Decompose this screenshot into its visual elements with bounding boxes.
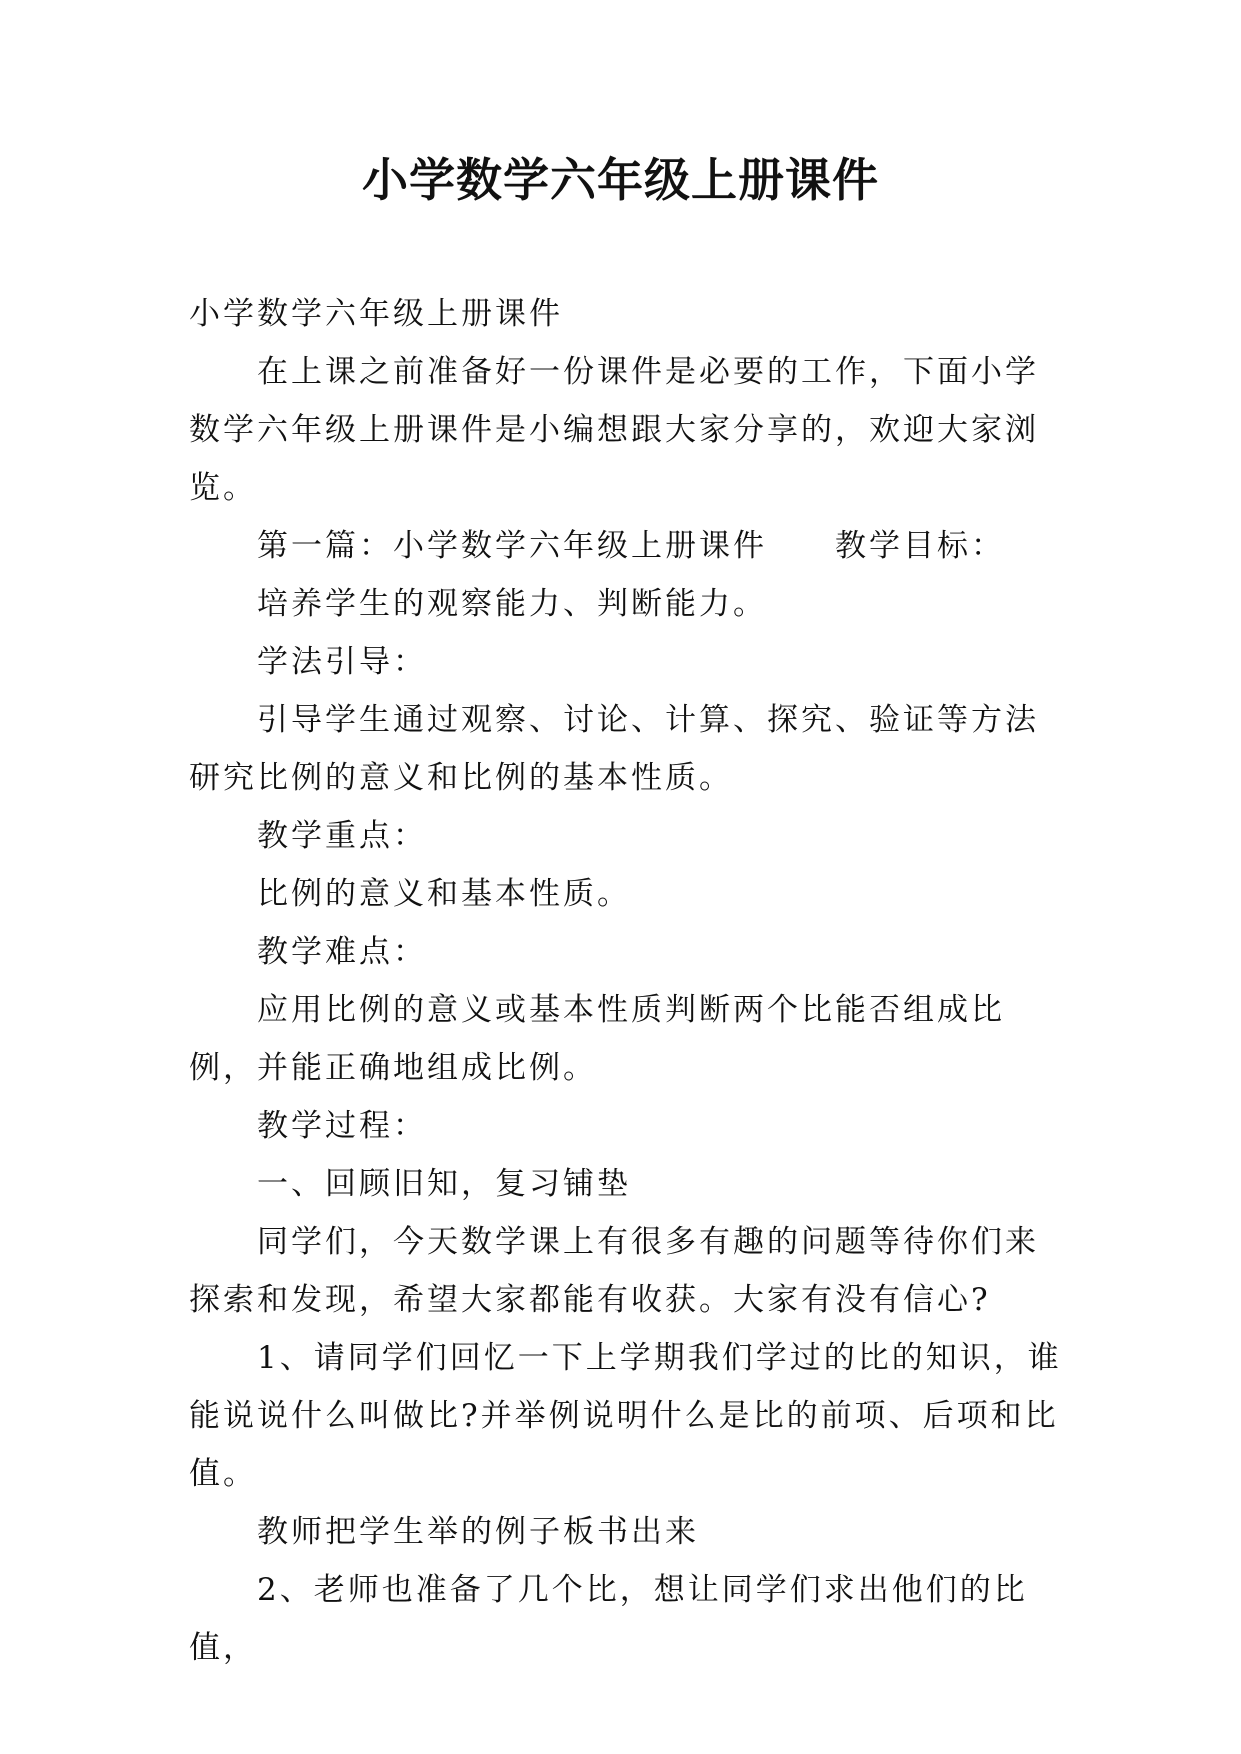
paragraph: 教学难点： — [257, 934, 427, 970]
document-title: 小学数学六年级上册课件 — [362, 153, 879, 207]
paragraph: 第一篇：小学数学六年级上册课件 教学目标： — [257, 528, 1005, 564]
paragraph: 学法引导： — [257, 644, 427, 680]
paragraph: 引导学生通过观察、讨论、计算、探究、验证等方法研究比例的意义和比例的基本性质。 — [189, 702, 1039, 796]
paragraph: 培养学生的观察能力、判断能力。 — [257, 586, 767, 622]
paragraph: 2、老师也准备了几个比，想让同学们求出他们的比值， — [189, 1572, 1028, 1666]
paragraph: 1、请同学们回忆一下上学期我们学过的比的知识，谁能说说什么叫做比?并举例说明什么是比的前项、后项和比值。 — [189, 1340, 1062, 1492]
paragraph: 教学过程： — [257, 1108, 427, 1144]
document-body — [189, 285, 1069, 1677]
paragraph: 小学数学六年级上册课件 — [189, 296, 563, 332]
paragraph: 教师把学生举的例子板书出来 — [257, 1514, 699, 1550]
paragraph: 教学重点： — [257, 818, 427, 854]
paragraph: 在上课之前准备好一份课件是必要的工作，下面小学数学六年级上册课件是小编想跟大家分享的，欢迎大家浏览。 — [189, 354, 1039, 506]
paragraph: 一、回顾旧知，复习铺垫 — [257, 1166, 631, 1202]
paragraph: 同学们，今天数学课上有很多有趣的问题等待你们来探索和发现，希望大家都能有收获。大家有没有信心? — [189, 1224, 1039, 1318]
paragraph: 比例的意义和基本性质。 — [257, 876, 631, 912]
paragraph: 应用比例的意义或基本性质判断两个比能否组成比例，并能正确地组成比例。 — [189, 992, 1005, 1086]
